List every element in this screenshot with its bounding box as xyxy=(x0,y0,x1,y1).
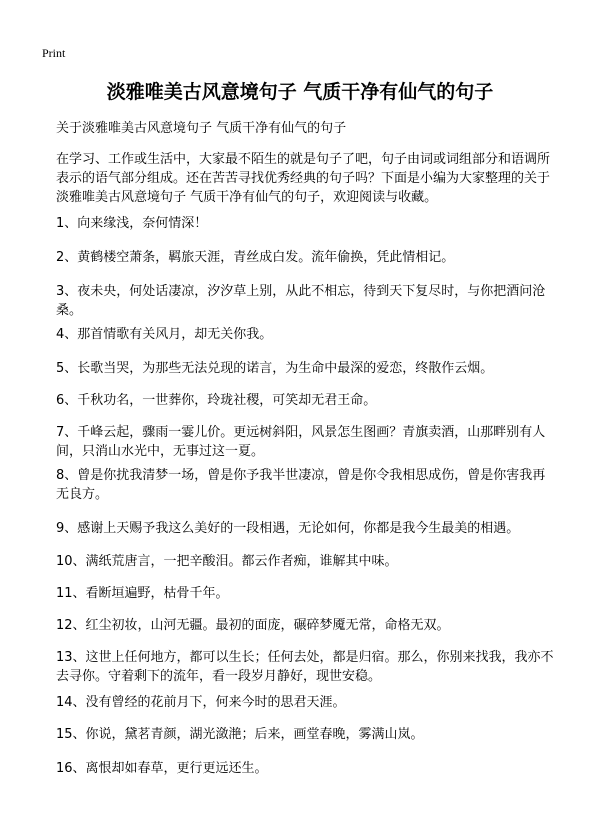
list-item: 7、千峰云起，骤雨一霎儿价。更远树斜阳，风景怎生图画？青旗卖酒，山那畔别有人间，只消山水光中，无事过这一夏。 xyxy=(56,425,546,459)
list-item: 6、千秋功名，一世葬你，玲珑社稷，可笑却无君王命。 xyxy=(56,393,377,408)
list-item: 2、黄鹤楼空萧条，羁旅天涯，青丝成白发。流年偷换，凭此情相记。 xyxy=(56,250,455,265)
print-link[interactable]: Print xyxy=(42,46,66,60)
list-item: 1、向来缘浅，奈何情深！ xyxy=(56,216,208,231)
list-item: 8、曾是你扰我清梦一场，曾是你予我半世凄凉，曾是你令我相思成伤，曾是你害我再无良方。 xyxy=(56,468,546,502)
page-title: 淡雅唯美古风意境句子 气质干净有仙气的句子 xyxy=(106,81,494,103)
list-item: 15、你说，黛茗青颜，湖光潋滟；后来，画堂春晚，雾满山岚。 xyxy=(56,727,424,742)
list-item: 4、那首情歌有关风月，却无关你我。 xyxy=(56,327,273,342)
list-item: 11、看断垣遍野，枯骨千年。 xyxy=(56,586,229,601)
list-item: 3、夜未央，何处话凄凉，汐汐草上别，从此不相忘，待到天下复尽时，与你把酒问沧桑。 xyxy=(56,284,546,318)
list-item: 10、满纸荒唐言，一把辛酸泪。都云作者痴，谁解其中味。 xyxy=(56,554,398,569)
intro-paragraph: 在学习、工作或生活中，大家最不陌生的就是句子了吧，句子由词或词组部分和语调所表示的语气部分组成。还在苦苦寻找优秀经典的句子吗？下面是小编为大家整理的关于淡雅唯美古风意境句子 气质干净有仙气的句子，欢迎阅读与收藏。 xyxy=(56,152,551,205)
list-item: 14、没有曾经的花前月下，何来今时的思君天涯。 xyxy=(56,695,346,710)
list-item: 13、这世上任何地方，都可以生长；任何去处，都是归宿。那么，你别来找我，我亦不去寻你。守着剩下的流年，看一段岁月静好，现世安稳。 xyxy=(56,650,554,684)
list-item: 16、离恨却如春草，更行更远还生。 xyxy=(56,761,268,776)
list-item: 9、感谢上天赐予我这么美好的一段相遇，无论如何，你都是我今生最美的相遇。 xyxy=(56,521,520,536)
list-item: 12、红尘初妆，山河无疆。最初的面庞，碾碎梦魇无常，命格无双。 xyxy=(56,618,450,633)
list-item: 5、长歌当哭，为那些无法兑现的诺言，为生命中最深的爱恋，终散作云烟。 xyxy=(56,361,494,376)
page-subtitle: 关于淡雅唯美古风意境句子 气质干净有仙气的句子 xyxy=(56,121,347,136)
